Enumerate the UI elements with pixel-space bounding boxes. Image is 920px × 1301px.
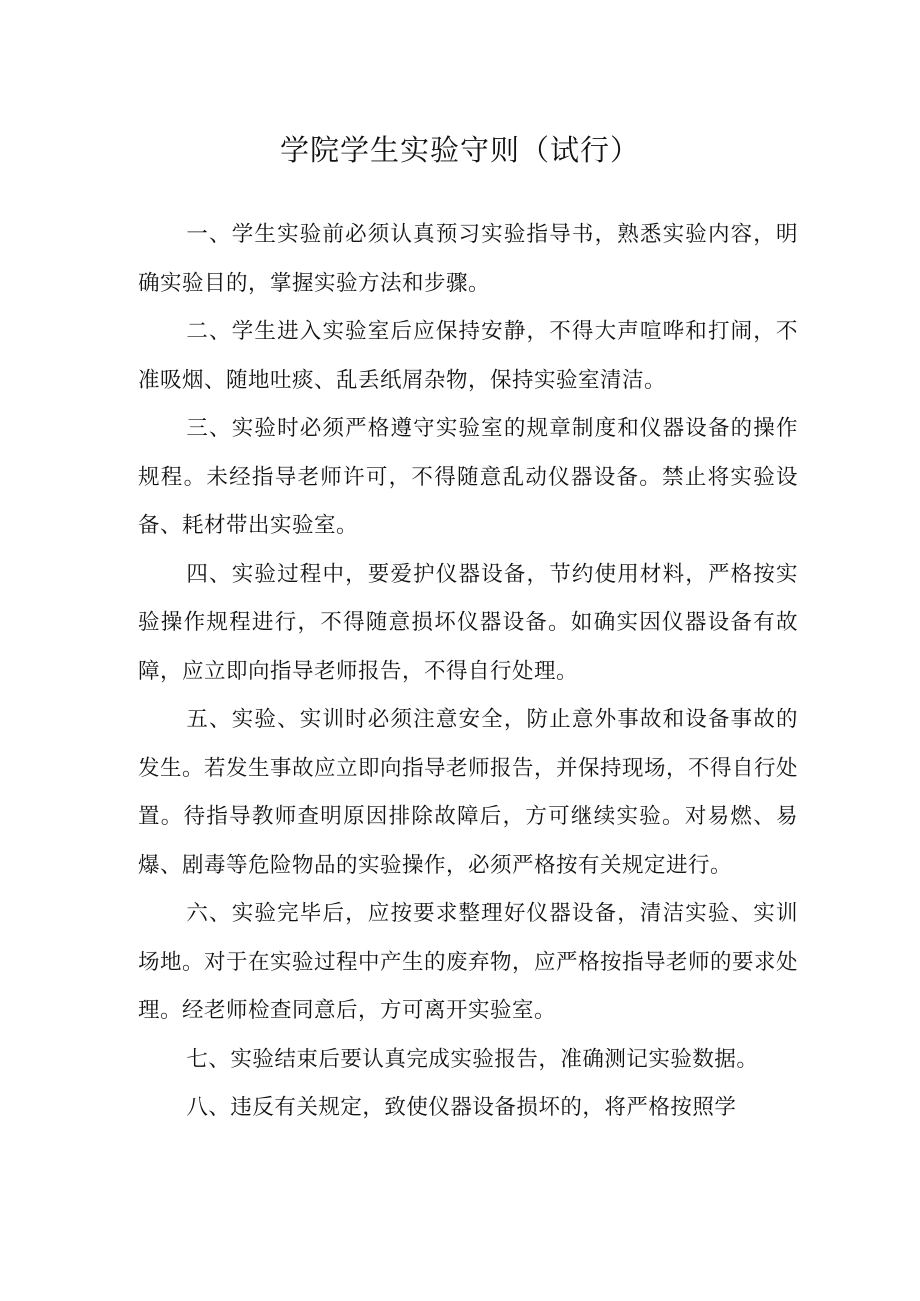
- document-title: 学院学生实验守则（试行）: [279, 133, 640, 167]
- rule-paragraph-7: 七、实验结束后要认真完成实验报告，准确测记实验数据。: [186, 1046, 759, 1072]
- document-body: [138, 211, 798, 1133]
- rule-paragraph-6: 六、实验完毕后，应按要求整理好仪器设备，清洁实验、实训场地。对于在实验过程中产生的废弃物，应严格按指导老师的要求处理。经老师检查同意后，方可离开实验室。: [138, 901, 799, 1023]
- rule-paragraph-1: 一、学生实验前必须认真预习实验指导书，熟悉实验内容，明确实验目的，掌握实验方法和步骤。: [138, 222, 798, 296]
- rule-paragraph-4: 四、实验过程中，要爱护仪器设备，节约使用材料，严格按实验操作规程进行，不得随意损坏仪器设备。如确实因仪器设备有故障，应立即向指导老师报告，不得自行处理。: [138, 561, 798, 684]
- rule-paragraph-5: 五、实验、实训时必须注意安全，防止意外事故和设备事故的发生。若发生事故应立即向指导老师报告，并保持现场，不得自行处置。待指导教师查明原因排除故障后，方可继续实验。对易燃、易爆、剧毒等危险物品的实验操作，必须严格按有关规定进行。: [138, 707, 799, 878]
- rule-paragraph-2: 二、学生进入实验室后应保持安静，不得大声喧哗和打闹，不准吸烟、随地吐痰、乱丢纸屑杂物，保持实验室清洁。: [138, 319, 798, 393]
- rule-paragraph-8: 八、违反有关规定，致使仪器设备损坏的，将严格按照学: [186, 1095, 737, 1120]
- rule-paragraph-3: 三、实验时必须严格遵守实验室的规章制度和仪器设备的操作规程。未经指导老师许可，不得随意乱动仪器设备。禁止将实验设备、耗材带出实验室。: [138, 416, 798, 538]
